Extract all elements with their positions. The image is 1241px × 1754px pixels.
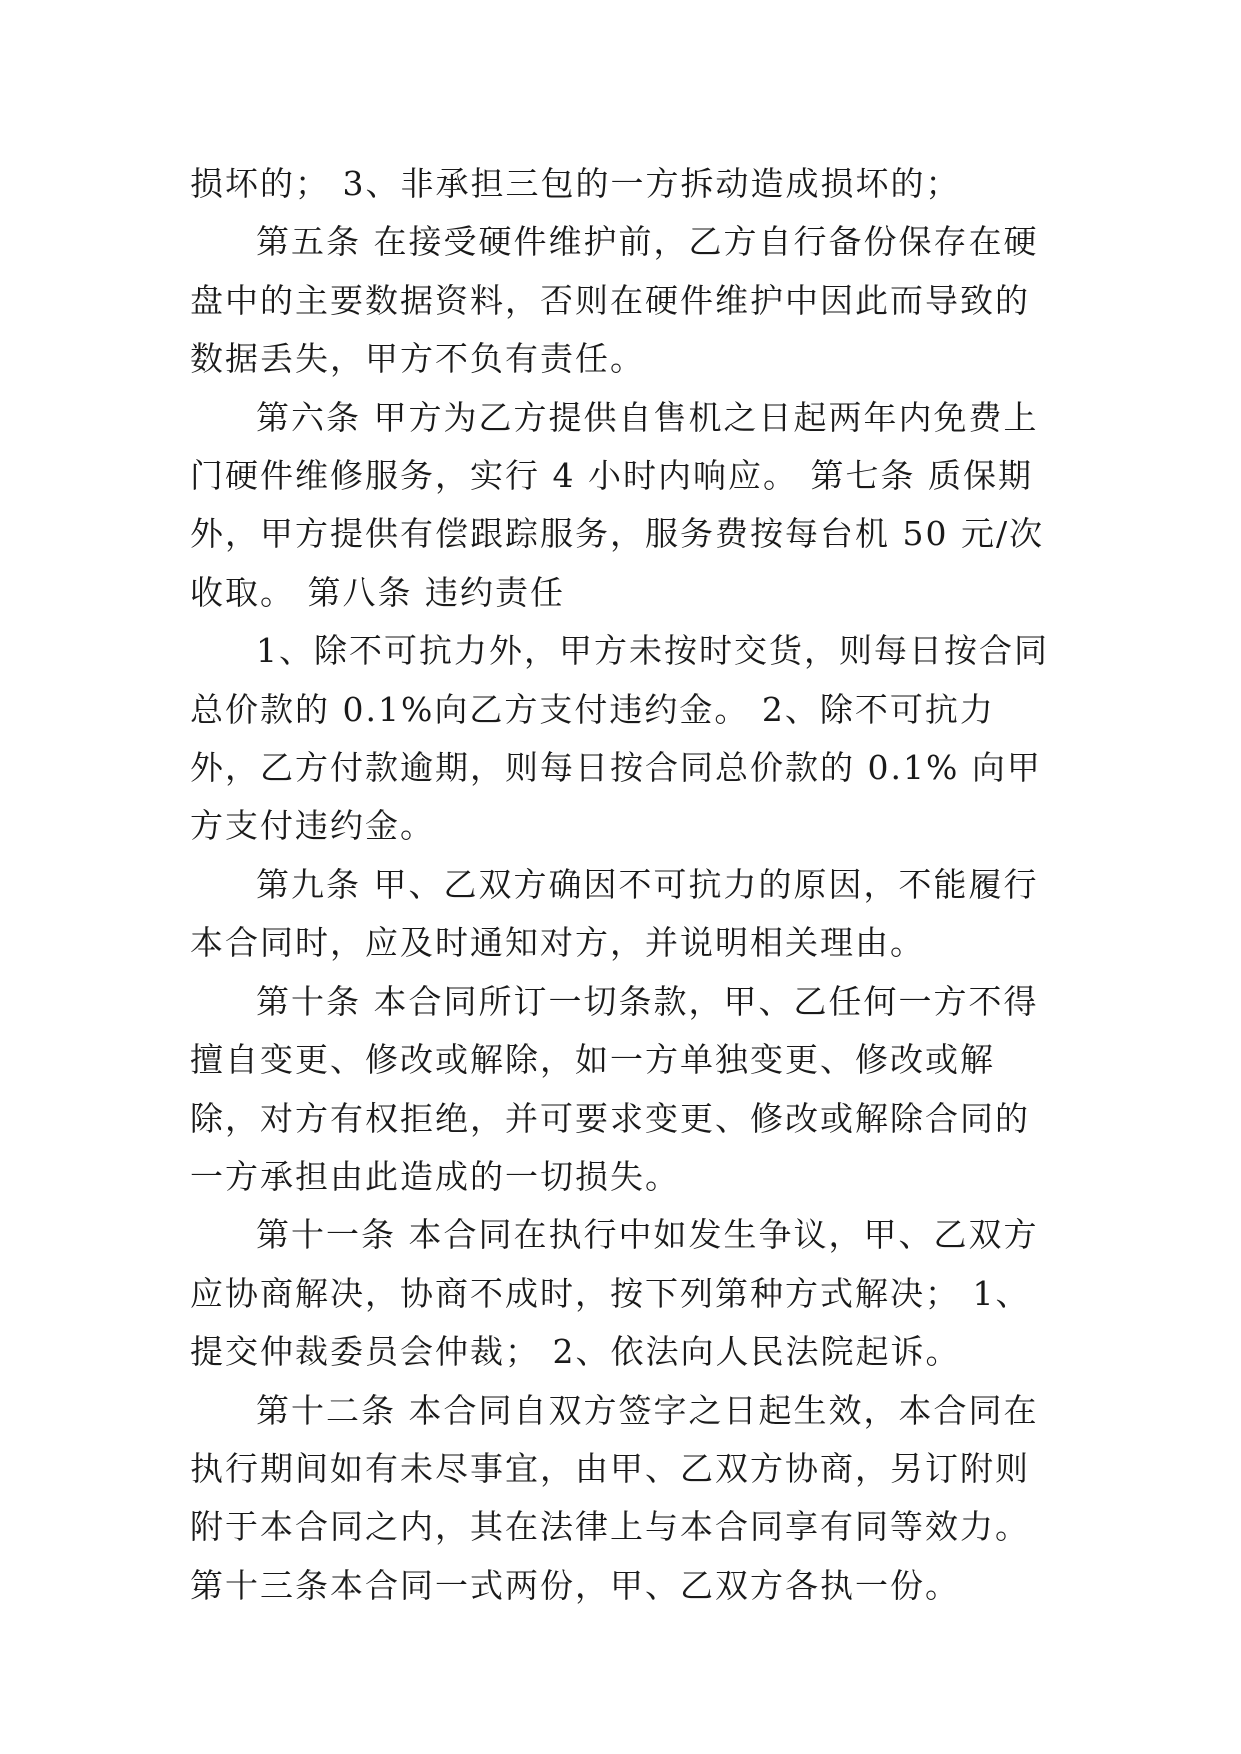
paragraph-penalty-clauses: 1、除不可抗力外，甲方未按时交货，则每日按合同总价款的 0.1%向乙方支付违约金。 2、除不可抗力外，乙方付款逾期，则每日按合同总价款的 0.1% 向甲方支付违约金。	[190, 631, 1049, 846]
paragraph-article-6-7-8: 第六条 甲方为乙方提供自售机之日起两年内免费上门硬件维修服务，实行 4 小时内响应。 第七条 质保期外，甲方提供有偿跟踪服务，服务费按每台机 50 元/次收取。 第八条 违约责任	[190, 397, 1045, 612]
paragraph-article-10: 第十条 本合同所订一切条款，甲、乙任何一方不得擅自变更、修改或解除，如一方单独变更、修改或解除，对方有权拒绝，并可要求变更、修改或解除合同的一方承担由此造成的一切损失。	[190, 981, 1039, 1196]
paragraph-continuation: 损坏的； 3、非承担三包的一方拆动造成损坏的；	[190, 164, 961, 203]
paragraph-article-9: 第九条 甲、乙双方确因不可抗力的原因，不能履行本合同时，应及时通知对方，并说明相关理由。	[190, 864, 1039, 963]
paragraph-article-12-13: 第十二条 本合同自双方签字之日起生效，本合同在执行期间如有未尽事宜，由甲、乙双方协商，另订附则附于本合同之内，其在法律上与本合同享有同等效力。 第十三条本合同一式两份，甲、乙双方各执一份。	[190, 1390, 1039, 1605]
paragraph-article-11: 第十一条 本合同在执行中如发生争议，甲、乙双方应协商解决，协商不成时，按下列第种方式解决； 1、提交仲裁委员会仲裁； 2、依法向人民法院起诉。	[190, 1215, 1039, 1372]
contract-body	[190, 155, 1050, 1615]
paragraph-article-5: 第五条 在接受硬件维护前，乙方自行备份保存在硬盘中的主要数据资料，否则在硬件维护中因此而导致的数据丢失，甲方不负有责任。	[190, 222, 1039, 379]
